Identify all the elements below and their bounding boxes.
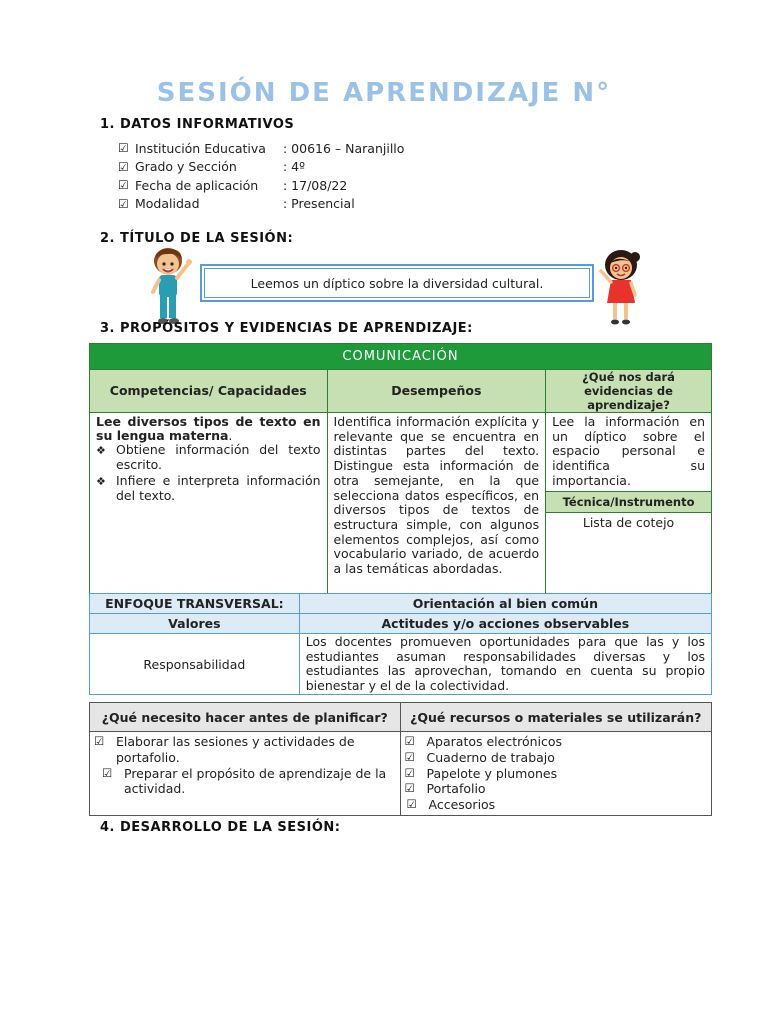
capacidad-text: Infiere e interpreta información del texto.: [116, 473, 321, 504]
session-title-box: [200, 264, 594, 302]
section-heading-titulo: 2. TÍTULO DE LA SESIÓN:: [100, 231, 294, 246]
planificar-item: [94, 734, 396, 766]
checkbox-icon: ☑: [404, 734, 415, 748]
section-heading-propositos: 3. PROPÓSITOS Y EVIDENCIAS DE APRENDIZAJE:: [100, 321, 473, 336]
desempeno-cell: Identifica información explícita y relevante que se encuentra en distintas partes del texto. Distingue esta información de otra semejante, en la que selecciona datos específicos, en diversos tipos de textos de estructura simple, con algunos elementos complejos, así como vocabulario variado, de acuerdo a las temáticas abordadas.: [327, 413, 546, 623]
checkbox-icon: ☑: [404, 749, 415, 764]
instrumento-text: Lista de cotejo: [582, 514, 675, 530]
diamond-bullet-icon: ❖: [96, 475, 106, 489]
competencias-cell: [90, 413, 328, 623]
planificar-item: [94, 766, 396, 798]
recurso-item: [405, 766, 708, 782]
capacidad-item: [96, 474, 321, 503]
diamond-bullet-icon: ❖: [96, 444, 106, 457]
actitudes-header: Actitudes y/o acciones observables: [299, 614, 711, 634]
planificar-text: Preparar el propósito de aprendizaje de la actividad.: [124, 765, 387, 797]
enfoque-table: [89, 593, 712, 695]
recurso-item: [405, 734, 708, 750]
info-row: [118, 139, 404, 158]
info-value: : Presencial: [283, 196, 355, 212]
recurso-text: Accesorios: [428, 797, 496, 813]
header-desempenos: Desempeños: [327, 370, 546, 413]
checkbox-icon: ☑: [102, 765, 113, 780]
planificar-list: [90, 732, 401, 816]
checkbox-icon: ☑: [118, 178, 129, 193]
section-heading-desarrollo: 4. DESARROLLO DE LA SESIÓN:: [100, 820, 341, 835]
recurso-text: Cuaderno de trabajo: [426, 749, 555, 765]
tecnica-instrumento-label: Técnica/Instrumento: [546, 491, 711, 513]
checkbox-icon: ☑: [118, 141, 129, 156]
page-title: SESIÓN DE APRENDIZAJE N°: [156, 78, 612, 108]
propositos-table: [89, 343, 712, 623]
boy-illustration: [146, 244, 194, 326]
valor-cell: Responsabilidad: [90, 634, 300, 695]
planificacion-table: [89, 702, 712, 816]
recurso-item: [405, 797, 708, 813]
recurso-text: Papelote y plumones: [426, 765, 558, 781]
planificar-text: Elaborar las sesiones y actividades de portafolio.: [116, 734, 355, 765]
datos-informativos-list: [118, 139, 404, 213]
valores-header: Valores: [90, 614, 300, 634]
header-evidencias: ¿Qué nos dará evidencias de aprendizaje?: [546, 370, 712, 413]
competencia-name: Lee diversos tipos de texto en su lengua materna: [96, 414, 321, 443]
recursos-header: ¿Qué recursos o materiales se utilizarán?: [400, 703, 712, 732]
info-label: Institución Educativa: [135, 140, 266, 156]
enfoque-label: ENFOQUE TRANSVERSAL:: [90, 594, 300, 614]
info-value: : 00616 – Naranjillo: [283, 140, 405, 156]
recursos-list: [400, 732, 712, 816]
competencia-text: [96, 415, 321, 443]
competencia-period: .: [228, 428, 233, 443]
info-label: Fecha de aplicación: [135, 177, 259, 193]
info-row: [118, 158, 404, 177]
recurso-text: Aparatos electrónicos: [426, 734, 563, 749]
enfoque-name: Orientación al bien común: [299, 594, 711, 614]
info-row: [118, 195, 404, 214]
area-header: COMUNICACIÓN: [90, 344, 712, 370]
recurso-item: [405, 781, 708, 797]
section-heading-datos: 1. DATOS INFORMATIVOS: [100, 117, 295, 132]
recurso-text: Portafolio: [426, 781, 486, 797]
checkbox-icon: ☑: [406, 797, 417, 812]
planificar-header: ¿Qué necesito hacer antes de planificar?: [90, 703, 401, 732]
checkbox-icon: ☑: [118, 196, 129, 211]
header-competencias: Competencias/ Capacidades: [90, 370, 328, 413]
girl-illustration: [597, 247, 643, 327]
evidencias-cell: [546, 413, 712, 623]
actitud-cell: Los docentes promueven oportunidades para que las y los estudiantes asuman responsabilidades diversas y los estudiantes las aprovechan, tomando en cuenta su propio bienestar y el de la colectividad.: [299, 634, 711, 695]
info-label: Grado y Sección: [135, 159, 237, 175]
capacidad-item: [96, 443, 321, 472]
info-value: : 17/08/22: [283, 177, 348, 193]
checkbox-icon: ☑: [118, 159, 129, 174]
capacidad-text: Obtiene información del texto escrito.: [116, 442, 321, 472]
evidencia-text: Lee la información en un díptico sobre el espacio personal e identifica su importancia.: [552, 414, 705, 488]
info-label: Modalidad: [135, 196, 200, 212]
checkbox-icon: ☑: [94, 734, 105, 748]
checkbox-icon: ☑: [404, 781, 415, 796]
info-value: : 4º: [283, 159, 306, 175]
info-row: [118, 176, 404, 195]
recurso-item: [405, 750, 708, 766]
checkbox-icon: ☑: [404, 765, 415, 780]
session-title-text: Leemos un díptico sobre la diversidad cultural.: [204, 268, 590, 298]
